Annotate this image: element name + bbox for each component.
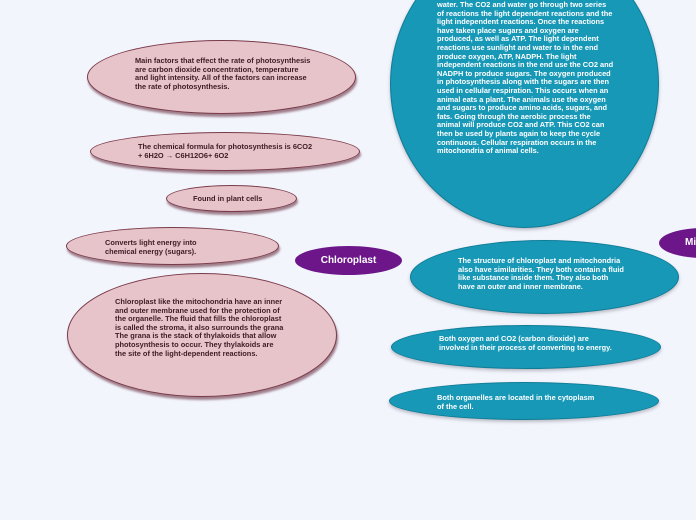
pink-node-structure[interactable] <box>67 273 337 397</box>
teal-node-similarities-text: The structure of chloroplast and mitochondria also have similarities. They both contain a fluid like substance inside them. They also both have an outer and inner membrane. <box>458 256 624 291</box>
pink-node-factors[interactable] <box>87 40 356 114</box>
pink-node-plant-cells-text: Found in plant cells <box>193 194 263 203</box>
teal-node-photosynthesis-cycle-text: water. The CO2 and water go through two series of reactions the light dependent reactions and the light independent reactions. Once the reactions have taken place sugars and oxygen are produced, as well as ATP. The light dependent reactions use sunlight and water to in the end produce oxygen, ATP, NADPH. The light independent reactions in the end use the CO2 and NADPH to produce sugars. The oxygen produced in photosynthesis along with the sugars are then used in cellular respiration. This occurs when an animal eats a plant. The animals use the oxygen and sugars to produce amino acids, sugars, and fats. Going through the aerobic process the animal will produce CO2 and ATP. This CO2 can then be used by plants again to keep the cycle continuous. Cellular respiration occurs in the mitochondria of animal cells. <box>437 0 614 156</box>
teal-node-photosynthesis-cycle[interactable] <box>390 0 659 228</box>
central-node-label: Chloroplast <box>320 255 377 266</box>
teal-node-oxygen-co2[interactable] <box>391 325 661 369</box>
pink-node-plant-cells[interactable] <box>166 185 297 212</box>
pink-node-factors-text: Main factors that effect the rate of photosynthesis are carbon dioxide concentration, temperature and light intensity. All of the factors can increase the rate of photosynthesis. <box>135 56 311 91</box>
pink-node-formula[interactable] <box>90 132 360 171</box>
teal-node-oxygen-co2-text: Both oxygen and CO2 (carbon dioxide) are involved in their process of converting to energy. <box>439 334 612 352</box>
teal-node-cytoplasm[interactable] <box>389 382 659 420</box>
central-node-mitochondria[interactable] <box>659 228 696 258</box>
pink-node-converts-text: Converts light energy into chemical energy (sugars). <box>105 238 197 256</box>
pink-node-formula-text: The chemical formula for photosynthesis is 6CO2 + 6H2O → C6H12O6+ 6O2 <box>138 142 313 160</box>
pink-node-structure-text: Chloroplast like the mitochondria have an inner and outer membrane used for the protection of the organelle. The fluid that fills the chloroplast is called the stroma, it also surrounds the grana The grana is the stack of thylakoids that allow photosynthesis to occur. They thylakoids are the site of the light-dependent reactions. <box>115 297 284 358</box>
central-node-mitochondria-label: Mi <box>685 237 696 248</box>
pink-node-converts[interactable] <box>66 227 279 265</box>
teal-node-similarities[interactable] <box>410 240 679 314</box>
central-node-chloroplast[interactable] <box>295 246 402 275</box>
teal-node-cytoplasm-text: Both organelles are located in the cytoplasm of the cell. <box>437 393 595 411</box>
